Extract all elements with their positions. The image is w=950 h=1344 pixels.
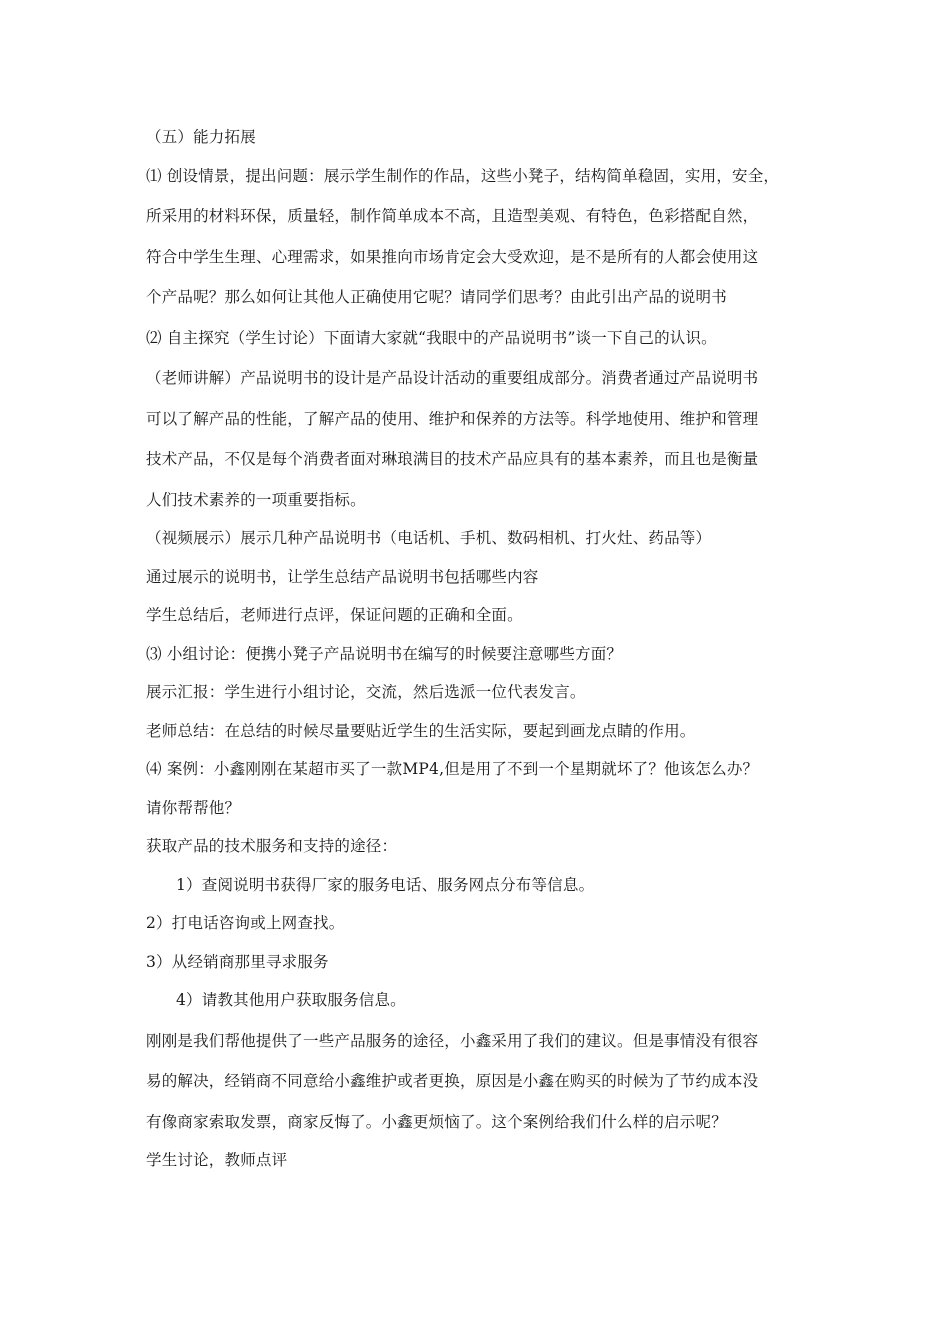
document-body <box>146 122 816 1184</box>
paragraph-line: （视频展示）展示几种产品说明书（电话机、手机、数码相机、打火灶、药品等） <box>146 529 712 547</box>
paragraph-line: 个产品呢？那么如何让其他人正确使用它呢？请同学们思考？由此引出产品的说明书 <box>146 288 727 306</box>
list-item: 3）从经销商那里寻求服务 <box>146 952 329 971</box>
section-heading: （五）能力拓展 <box>146 128 256 146</box>
paragraph-line: ⑴ 创设情景，提出问题：展示学生制作的作品，这些小凳子，结构简单稳固，实用，安全， <box>146 166 780 185</box>
paragraph-line: ⑵ 自主探究（学生讨论）下面请大家就“我眼中的产品说明书”谈一下自己的认识。 <box>146 328 717 347</box>
paragraph-line: 有像商家索取发票，商家反悔了。小鑫更烦恼了。这个案例给我们什么样的启示呢？ <box>146 1112 727 1131</box>
paragraph-line: （老师讲解）产品说明书的设计是产品设计活动的重要组成部分。消费者通过产品说明书 <box>146 369 759 387</box>
paragraph-line: 符合中学生生理、心理需求，如果推向市场肯定会大受欢迎，是不是所有的人都会使用这 <box>146 247 759 266</box>
paragraph-line: 学生讨论，教师点评 <box>146 1151 288 1169</box>
paragraph-line: 老师总结：在总结的时候尽量要贴近学生的生活实际，要起到画龙点睛的作用。 <box>146 721 696 740</box>
paragraph-line: 请你帮帮他？ <box>146 798 241 817</box>
paragraph-line: ⑶ 小组讨论：便携小凳子产品说明书在编写的时候要注意哪些方面？ <box>146 644 623 663</box>
paragraph-line: ⑷ 案例：小鑫刚刚在某超市买了一款MP4,但是用了不到一个星期就坏了？他该怎么办？ <box>146 760 759 778</box>
paragraph-line: 获取产品的技术服务和支持的途径： <box>146 837 398 855</box>
paragraph-line: 所采用的材料环保，质量轻，制作简单成本不高，且造型美观、有特色，色彩搭配自然， <box>146 207 759 225</box>
paragraph-line: 学生总结后，老师进行点评，保证问题的正确和全面。 <box>146 606 523 624</box>
paragraph-line: 人们技术素养的一项重要指标。 <box>146 490 366 509</box>
paragraph-line: 可以了解产品的性能，了解产品的使用、维护和保养的方法等。科学地使用、维护和管理 <box>146 409 759 428</box>
paragraph-line: 技术产品，不仅是每个消费者面对琳琅满目的技术产品应具有的基本素养，而且也是衡量 <box>146 450 759 468</box>
list-item: 2）打电话咨询或上网查找。 <box>146 914 345 932</box>
paragraph-line: 通过展示的说明书，让学生总结产品说明书包括哪些内容 <box>146 567 539 586</box>
list-item: 4）请教其他用户获取服务信息。 <box>176 991 406 1009</box>
paragraph-line: 易的解决，经销商不同意给小鑫维护或者更换，原因是小鑫在购买的时候为了节约成本没 <box>146 1072 759 1090</box>
list-item: 1）查阅说明书获得厂家的服务电话、服务网点分布等信息。 <box>176 875 595 894</box>
paragraph-line: 展示汇报：学生进行小组讨论，交流，然后选派一位代表发言。 <box>146 683 586 701</box>
paragraph-line: 刚刚是我们帮他提供了一些产品服务的途径，小鑫采用了我们的建议。但是事情没有很容 <box>146 1031 759 1050</box>
